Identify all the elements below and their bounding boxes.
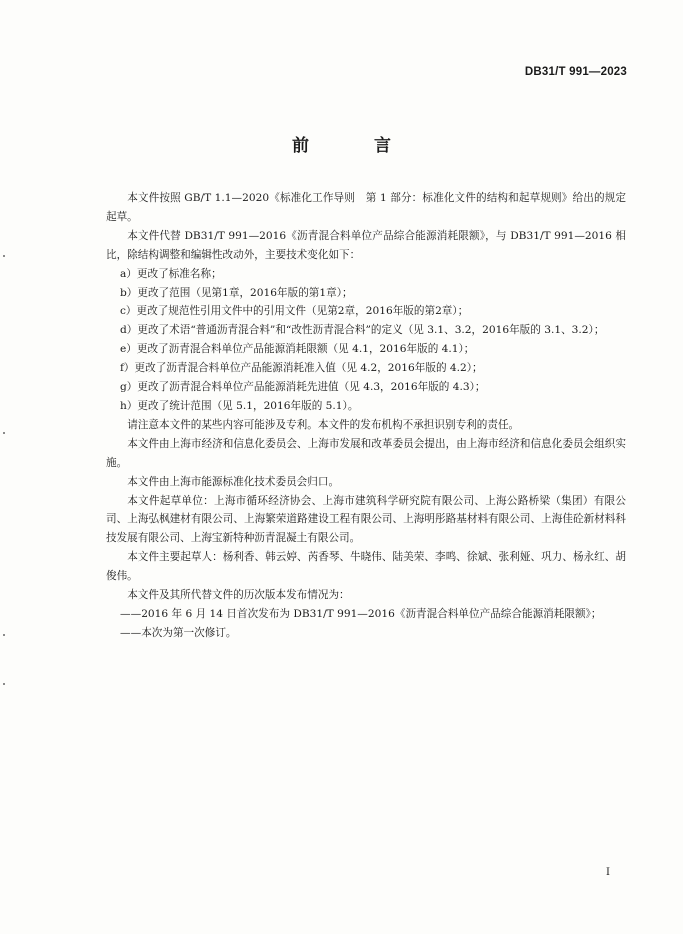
paragraph-patent-notice: 请注意本文件的某些内容可能涉及专利。本文件的发布机构不承担识别专利的责任。 [127, 418, 520, 431]
list-item: f）更改了沥青混合料单位产品能源消耗准入值（见 4.2，2016年版的 4.2）； [120, 362, 483, 375]
page-title: 前 言 [292, 136, 415, 156]
paragraph-committee: 本文件由上海市能源标准化技术委员会归口。 [127, 475, 340, 488]
scan-mark [3, 683, 5, 685]
list-item: ——2016 年 6 月 14 日首次发布为 DB31/T 991—2016《沥青混合料单位产品综合能源消耗限额》； [120, 607, 602, 620]
list-item: b）更改了范围（见第1章，2016年版的第1章）； [120, 286, 353, 299]
paragraph-proposer: 本文件由上海市经济和信息化委员会、上海市发展和改革委员会提出，由上海市经济和信息化委员会组织实施。 [106, 437, 626, 469]
paragraph-history-intro: 本文件及其所代替文件的历次版本发布情况为： [127, 589, 350, 602]
list-item: c）更改了规范性引用文件中的引用文件（见第2章，2016年版的第2章）； [120, 305, 469, 318]
list-item: e）更改了沥青混合料单位产品能源消耗限额（见 4.1，2016年版的 4.1）； [120, 343, 475, 356]
paragraph-drafters: 本文件主要起草人：杨利香、韩云婷、芮香琴、牛晓伟、陆美荣、李鸣、徐斌、张利娅、巩力、杨永红、胡俊伟。 [106, 551, 626, 583]
list-item: d）更改了术语“普通沥青混合料”和“改性沥青混合料”的定义（见 3.1、3.2，2016年版的 3.1、3.2）； [120, 324, 605, 337]
paragraph-drafting-units: 本文件起草单位：上海市循环经济协会、上海市建筑科学研究院有限公司、上海公路桥梁（集团）有限公司、上海弘枫建材有限公司、上海繁荣道路建设工程有限公司、上海明彤路基材料有限公司、上海佳砼新材料科技发展有限公司、上海宝新特种沥青混凝土有限公司。 [106, 494, 626, 545]
scan-mark [3, 634, 5, 636]
scan-mark [3, 432, 5, 434]
list-item: a）更改了标准名称； [120, 267, 222, 280]
list-item: ——本次为第一次修订。 [120, 626, 237, 639]
list-item: h）更改了统计范围（见 5.1，2016年版的 5.1）。 [120, 399, 359, 412]
page-number: I [606, 867, 610, 878]
list-item: g）更改了沥青混合料单位产品能源消耗先进值（见 4.3，2016年版的 4.3）； [120, 381, 486, 394]
paragraph-drafting-basis: 本文件按照 GB/T 1.1—2020《标准化工作导则 第 1 部分：标准化文件的结构和起草规则》给出的规定起草。 [106, 192, 626, 223]
page-header-code: DB31/T 991—2023 [524, 66, 627, 78]
foreword-body [106, 189, 626, 643]
scan-mark [3, 255, 5, 257]
paragraph-replacement: 本文件代替 DB31/T 991—2016《沥青混合料单位产品综合能源消耗限额》，与 DB31/T 991—2016 相比，除结构调整和编辑性改动外，主要技术变化如下： [106, 229, 626, 261]
